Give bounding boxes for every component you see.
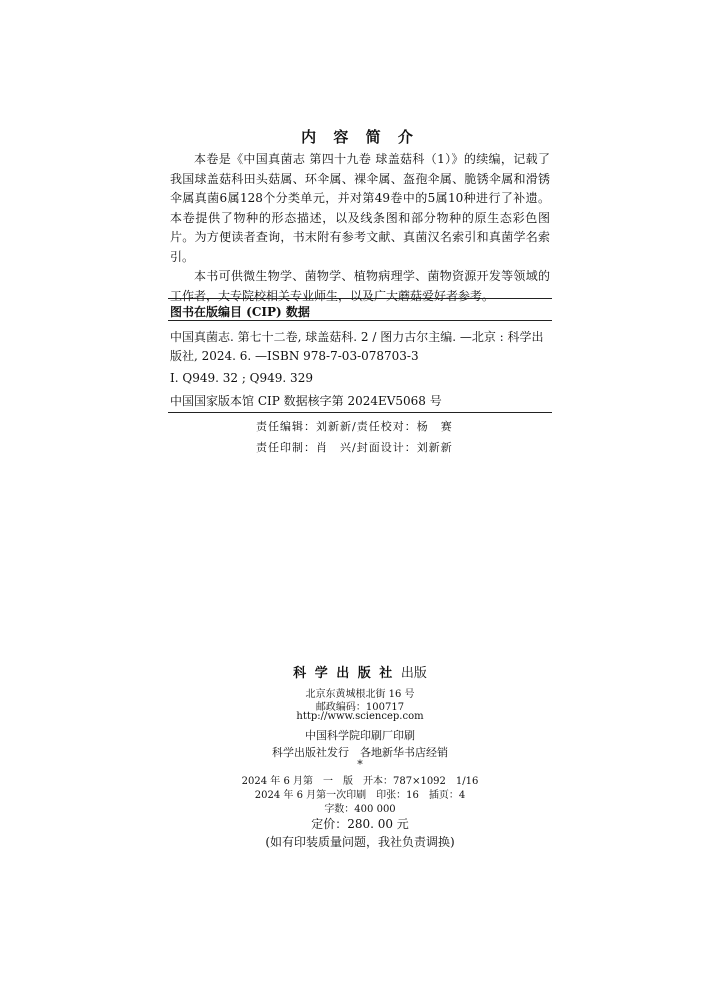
cip-data-number: 中国国家版本馆 CIP 数据核字第 2024EV5068 号 <box>170 394 442 408</box>
cip-bottom-rule <box>168 412 552 413</box>
summary-body <box>170 150 550 306</box>
publisher-suffix: 出版 <box>400 666 427 681</box>
summary-paragraph: 本书可供微生物学、菌物学、植物病理学、菌物资源开发等领域的工作者，大专院校相关专业师生，以及广大蘑菇爱好者参考。 <box>170 269 550 303</box>
word-count: 字数：400 000 <box>324 804 396 815</box>
staff-production: 责任印制：肖 兴/封面设计：刘新新 <box>256 441 453 454</box>
separator-star: * <box>357 758 363 771</box>
quality-notice: (如有印装质量问题，我社负责调换) <box>265 835 455 849</box>
cip-top-rule <box>168 298 552 299</box>
cip-heading-rule <box>168 320 552 321</box>
distribution-line: 科学出版社发行 各地新华书店经销 <box>272 746 448 759</box>
cip-heading: 图书在版编目 (CIP) 数据 <box>170 305 310 319</box>
cip-classification: Ⅰ. Q949. 32 ; Q949. 329 <box>170 371 313 385</box>
publisher-postcode: 邮政编码：100717 <box>315 702 405 713</box>
edition-line: 2024 年 6 月第 一 版 开本：787×1092 1/16 <box>241 776 479 787</box>
publisher-name-line <box>0 662 720 681</box>
publisher-name: 科 学 出 版 社 <box>293 666 395 681</box>
summary-paragraph: 本卷是《中国真菌志 第四十九卷 球盖菇科（1）》的续编，记载了我国球盖菇科田头菇属、环伞属、裸伞属、盔孢伞属、脆锈伞属和滑锈伞属真菌6属128个分类单元，并对第49卷中的5属10种进行了补遗。本卷提供了物种的形态描述，以及线条图和部分物种的原生态彩色图片。为方便读者查询，书末附有参考文献、真菌汉名索引和真菌学名索引。 <box>170 152 550 264</box>
staff-editors: 责任编辑：刘新新/责任校对：杨 赛 <box>256 420 453 433</box>
summary-title: 内 容 简 介 <box>301 128 419 146</box>
cip-main-entry: 中国真菌志. 第七十二卷, 球盖菇科. 2 / 图力古尔主编. —北京 : 科学出版社, 2024. 6. —ISBN 978-7-03-078703-3 <box>170 330 544 363</box>
publisher-website: http://www.sciencep.com <box>296 711 424 722</box>
printing-line: 2024 年 6 月第一次印刷 印张：16 插页：4 <box>254 790 466 801</box>
printer-line: 中国科学院印刷厂印刷 <box>305 729 415 742</box>
price: 定价：280. 00 元 <box>311 817 409 831</box>
publisher-address: 北京东黄城根北街 16 号 <box>305 689 415 700</box>
